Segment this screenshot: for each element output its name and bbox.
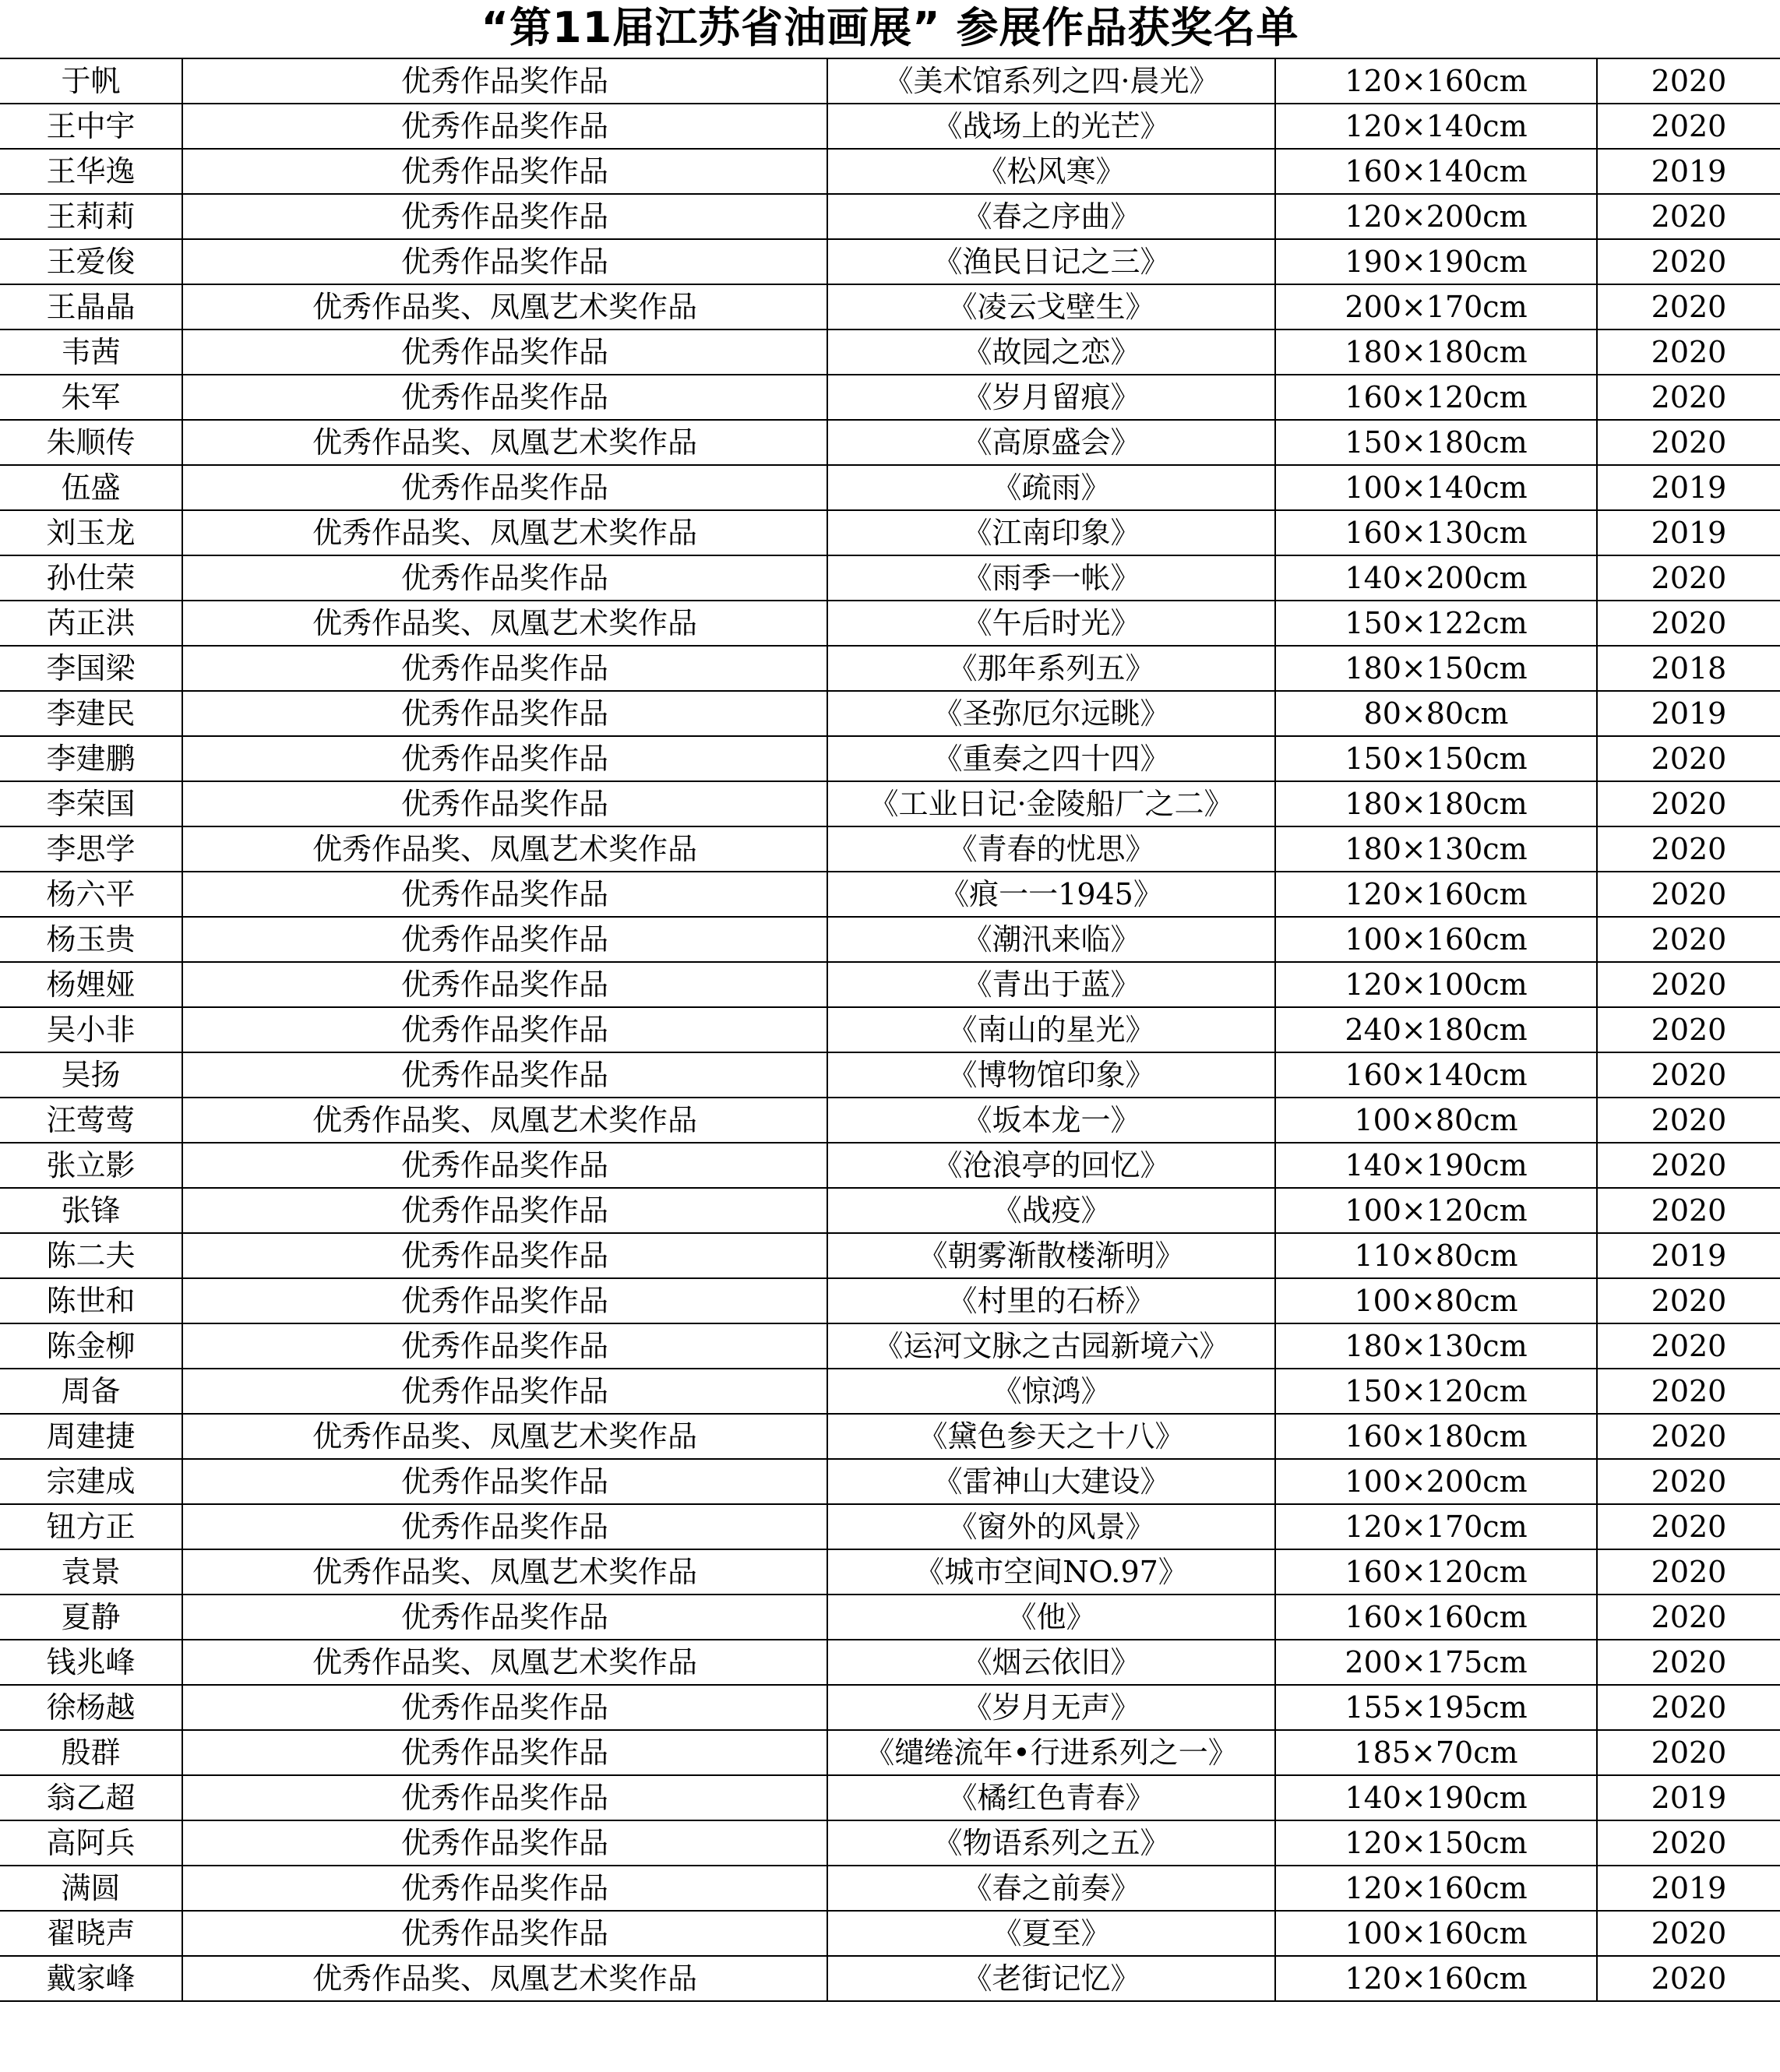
artwork-size-cell: 100×140cm xyxy=(1275,465,1597,510)
award-cell: 优秀作品奖作品 xyxy=(182,329,827,375)
award-cell: 优秀作品奖作品 xyxy=(182,1369,827,1414)
year-cell: 2018 xyxy=(1597,646,1780,691)
artwork-size-cell: 80×80cm xyxy=(1275,691,1597,736)
table-row xyxy=(0,510,1780,555)
artwork-size-cell: 150×122cm xyxy=(1275,601,1597,646)
artwork-title-cell: 《痕一一1945》 xyxy=(827,872,1275,917)
artwork-title-cell: 《坂本龙一》 xyxy=(827,1098,1275,1143)
artwork-size-cell: 110×80cm xyxy=(1275,1233,1597,1278)
artwork-size-cell: 160×120cm xyxy=(1275,1549,1597,1595)
artist-name-cell: 李建民 xyxy=(0,691,182,736)
award-table xyxy=(0,58,1780,2002)
artwork-size-cell: 120×160cm xyxy=(1275,872,1597,917)
year-cell: 2020 xyxy=(1597,1369,1780,1414)
artwork-size-cell: 120×140cm xyxy=(1275,104,1597,149)
award-cell: 优秀作品奖作品 xyxy=(182,1504,827,1549)
artist-name-cell: 翟晓声 xyxy=(0,1911,182,1956)
artist-name-cell: 高阿兵 xyxy=(0,1820,182,1866)
artwork-size-cell: 180×150cm xyxy=(1275,646,1597,691)
artwork-size-cell: 100×80cm xyxy=(1275,1278,1597,1323)
year-cell: 2020 xyxy=(1597,1595,1780,1640)
artwork-size-cell: 120×100cm xyxy=(1275,962,1597,1007)
table-row xyxy=(0,555,1780,601)
year-cell: 2020 xyxy=(1597,962,1780,1007)
artwork-size-cell: 150×180cm xyxy=(1275,420,1597,465)
artwork-title-cell: 《物语系列之五》 xyxy=(827,1820,1275,1866)
artist-name-cell: 王华逸 xyxy=(0,149,182,194)
award-cell: 优秀作品奖作品 xyxy=(182,1233,827,1278)
table-row xyxy=(0,1956,1780,2001)
artist-name-cell: 孙仕荣 xyxy=(0,555,182,601)
artist-name-cell: 杨娌娅 xyxy=(0,962,182,1007)
year-cell: 2020 xyxy=(1597,1098,1780,1143)
artwork-size-cell: 160×130cm xyxy=(1275,510,1597,555)
award-cell: 优秀作品奖作品 xyxy=(182,1052,827,1098)
artwork-title-cell: 《疏雨》 xyxy=(827,465,1275,510)
artist-name-cell: 李建鹏 xyxy=(0,736,182,781)
award-cell: 优秀作品奖作品 xyxy=(182,1911,827,1956)
artwork-title-cell: 《朝雾渐散楼渐明》 xyxy=(827,1233,1275,1278)
artwork-title-cell: 《那年系列五》 xyxy=(827,646,1275,691)
artwork-title-cell: 《战疫》 xyxy=(827,1188,1275,1233)
year-cell: 2020 xyxy=(1597,329,1780,375)
table-row xyxy=(0,691,1780,736)
award-cell: 优秀作品奖、凤凰艺术奖作品 xyxy=(182,1956,827,2001)
artwork-title-cell: 《烟云依旧》 xyxy=(827,1640,1275,1685)
award-cell: 优秀作品奖、凤凰艺术奖作品 xyxy=(182,601,827,646)
artwork-title-cell: 《青春的忧思》 xyxy=(827,826,1275,872)
table-row xyxy=(0,646,1780,691)
artwork-title-cell: 《故园之恋》 xyxy=(827,329,1275,375)
artwork-size-cell: 160×140cm xyxy=(1275,1052,1597,1098)
artwork-size-cell: 180×180cm xyxy=(1275,329,1597,375)
artist-name-cell: 满圆 xyxy=(0,1866,182,1911)
artwork-title-cell: 《窗外的风景》 xyxy=(827,1504,1275,1549)
artwork-title-cell: 《圣弥厄尔远眺》 xyxy=(827,691,1275,736)
artist-name-cell: 韦茜 xyxy=(0,329,182,375)
table-row xyxy=(0,284,1780,329)
artwork-title-cell: 《午后时光》 xyxy=(827,601,1275,646)
year-cell: 2020 xyxy=(1597,1323,1780,1369)
artist-name-cell: 于帆 xyxy=(0,58,182,104)
artist-name-cell: 李国梁 xyxy=(0,646,182,691)
award-cell: 优秀作品奖作品 xyxy=(182,239,827,284)
year-cell: 2020 xyxy=(1597,872,1780,917)
artwork-title-cell: 《战场上的光芒》 xyxy=(827,104,1275,149)
table-row xyxy=(0,1549,1780,1595)
year-cell: 2020 xyxy=(1597,1956,1780,2001)
table-row xyxy=(0,1323,1780,1369)
year-cell: 2020 xyxy=(1597,736,1780,781)
award-cell: 优秀作品奖作品 xyxy=(182,736,827,781)
year-cell: 2020 xyxy=(1597,1278,1780,1323)
artist-name-cell: 夏静 xyxy=(0,1595,182,1640)
artwork-size-cell: 120×200cm xyxy=(1275,194,1597,239)
table-row xyxy=(0,420,1780,465)
table-row xyxy=(0,1911,1780,1956)
table-row xyxy=(0,1007,1780,1052)
table-row xyxy=(0,1052,1780,1098)
table-row xyxy=(0,239,1780,284)
artist-name-cell: 王莉莉 xyxy=(0,194,182,239)
artwork-title-cell: 《沧浪亭的回忆》 xyxy=(827,1143,1275,1188)
artist-name-cell: 陈世和 xyxy=(0,1278,182,1323)
artwork-title-cell: 《老街记忆》 xyxy=(827,1956,1275,2001)
award-cell: 优秀作品奖作品 xyxy=(182,58,827,104)
artist-name-cell: 周备 xyxy=(0,1369,182,1414)
table-row xyxy=(0,736,1780,781)
artist-name-cell: 殷群 xyxy=(0,1730,182,1775)
year-cell: 2020 xyxy=(1597,781,1780,826)
award-cell: 优秀作品奖作品 xyxy=(182,555,827,601)
table-row xyxy=(0,1820,1780,1866)
artwork-size-cell: 150×150cm xyxy=(1275,736,1597,781)
artwork-size-cell: 120×160cm xyxy=(1275,58,1597,104)
award-cell: 优秀作品奖作品 xyxy=(182,781,827,826)
artwork-size-cell: 160×140cm xyxy=(1275,149,1597,194)
table-row xyxy=(0,375,1780,420)
artwork-size-cell: 120×170cm xyxy=(1275,1504,1597,1549)
artist-name-cell: 朱军 xyxy=(0,375,182,420)
artwork-title-cell: 《渔民日记之三》 xyxy=(827,239,1275,284)
artwork-size-cell: 100×160cm xyxy=(1275,1911,1597,1956)
artist-name-cell: 张锋 xyxy=(0,1188,182,1233)
table-row xyxy=(0,1504,1780,1549)
award-cell: 优秀作品奖、凤凰艺术奖作品 xyxy=(182,1414,827,1459)
artist-name-cell: 王中宇 xyxy=(0,104,182,149)
award-cell: 优秀作品奖作品 xyxy=(182,375,827,420)
table-row xyxy=(0,104,1780,149)
table-row xyxy=(0,194,1780,239)
artwork-size-cell: 200×170cm xyxy=(1275,284,1597,329)
artwork-size-cell: 180×130cm xyxy=(1275,1323,1597,1369)
table-row xyxy=(0,1775,1780,1820)
table-row xyxy=(0,1414,1780,1459)
artwork-size-cell: 120×160cm xyxy=(1275,1956,1597,2001)
artwork-size-cell: 155×195cm xyxy=(1275,1685,1597,1730)
year-cell: 2020 xyxy=(1597,1143,1780,1188)
table-row xyxy=(0,1188,1780,1233)
award-cell: 优秀作品奖、凤凰艺术奖作品 xyxy=(182,420,827,465)
year-cell: 2020 xyxy=(1597,555,1780,601)
year-cell: 2020 xyxy=(1597,917,1780,962)
year-cell: 2019 xyxy=(1597,149,1780,194)
year-cell: 2020 xyxy=(1597,420,1780,465)
artist-name-cell: 钱兆峰 xyxy=(0,1640,182,1685)
page-title: “第11届江苏省油画展” 参展作品获奖名单 xyxy=(481,3,1299,52)
artist-name-cell: 伍盛 xyxy=(0,465,182,510)
year-cell: 2020 xyxy=(1597,239,1780,284)
table-row xyxy=(0,1459,1780,1504)
year-cell: 2020 xyxy=(1597,1911,1780,1956)
table-row xyxy=(0,826,1780,872)
artist-name-cell: 李思学 xyxy=(0,826,182,872)
artist-name-cell: 钮方正 xyxy=(0,1504,182,1549)
artwork-title-cell: 《高原盛会》 xyxy=(827,420,1275,465)
artist-name-cell: 张立影 xyxy=(0,1143,182,1188)
artist-name-cell: 芮正洪 xyxy=(0,601,182,646)
award-cell: 优秀作品奖作品 xyxy=(182,1007,827,1052)
year-cell: 2019 xyxy=(1597,1866,1780,1911)
table-row xyxy=(0,917,1780,962)
table-row xyxy=(0,1143,1780,1188)
award-cell: 优秀作品奖、凤凰艺术奖作品 xyxy=(182,510,827,555)
award-cell: 优秀作品奖作品 xyxy=(182,1323,827,1369)
artist-name-cell: 刘玉龙 xyxy=(0,510,182,555)
year-cell: 2020 xyxy=(1597,1052,1780,1098)
artist-name-cell: 王晶晶 xyxy=(0,284,182,329)
artwork-size-cell: 100×200cm xyxy=(1275,1459,1597,1504)
year-cell: 2019 xyxy=(1597,691,1780,736)
award-cell: 优秀作品奖作品 xyxy=(182,1820,827,1866)
artwork-size-cell: 120×160cm xyxy=(1275,1866,1597,1911)
table-row xyxy=(0,1098,1780,1143)
award-cell: 优秀作品奖作品 xyxy=(182,1595,827,1640)
artist-name-cell: 宗建成 xyxy=(0,1459,182,1504)
award-cell: 优秀作品奖作品 xyxy=(182,194,827,239)
year-cell: 2020 xyxy=(1597,1459,1780,1504)
year-cell: 2020 xyxy=(1597,1549,1780,1595)
year-cell: 2020 xyxy=(1597,375,1780,420)
artwork-size-cell: 120×150cm xyxy=(1275,1820,1597,1866)
award-cell: 优秀作品奖作品 xyxy=(182,646,827,691)
artwork-size-cell: 190×190cm xyxy=(1275,239,1597,284)
award-cell: 优秀作品奖作品 xyxy=(182,962,827,1007)
artist-name-cell: 周建捷 xyxy=(0,1414,182,1459)
table-row xyxy=(0,58,1780,104)
artwork-title-cell: 《村里的石桥》 xyxy=(827,1278,1275,1323)
year-cell: 2020 xyxy=(1597,1414,1780,1459)
artwork-title-cell: 《美术馆系列之四·晨光》 xyxy=(827,58,1275,104)
year-cell: 2020 xyxy=(1597,1640,1780,1685)
artist-name-cell: 李荣国 xyxy=(0,781,182,826)
award-cell: 优秀作品奖作品 xyxy=(182,1459,827,1504)
award-cell: 优秀作品奖作品 xyxy=(182,1685,827,1730)
award-cell: 优秀作品奖作品 xyxy=(182,1278,827,1323)
artwork-size-cell: 100×160cm xyxy=(1275,917,1597,962)
award-cell: 优秀作品奖作品 xyxy=(182,917,827,962)
artwork-title-cell: 《运河文脉之古园新境六》 xyxy=(827,1323,1275,1369)
table-row xyxy=(0,329,1780,375)
artwork-size-cell: 100×80cm xyxy=(1275,1098,1597,1143)
award-cell: 优秀作品奖、凤凰艺术奖作品 xyxy=(182,1640,827,1685)
award-cell: 优秀作品奖、凤凰艺术奖作品 xyxy=(182,1549,827,1595)
year-cell: 2020 xyxy=(1597,1685,1780,1730)
year-cell: 2020 xyxy=(1597,284,1780,329)
year-cell: 2019 xyxy=(1597,510,1780,555)
artwork-size-cell: 140×200cm xyxy=(1275,555,1597,601)
award-cell: 优秀作品奖作品 xyxy=(182,691,827,736)
table-row xyxy=(0,1730,1780,1775)
artwork-title-cell: 《春之序曲》 xyxy=(827,194,1275,239)
award-table-body xyxy=(0,58,1780,2001)
artwork-title-cell: 《江南印象》 xyxy=(827,510,1275,555)
award-cell: 优秀作品奖作品 xyxy=(182,1143,827,1188)
artist-name-cell: 吴扬 xyxy=(0,1052,182,1098)
award-cell: 优秀作品奖、凤凰艺术奖作品 xyxy=(182,1098,827,1143)
artwork-size-cell: 160×160cm xyxy=(1275,1595,1597,1640)
artwork-size-cell: 180×180cm xyxy=(1275,781,1597,826)
year-cell: 2020 xyxy=(1597,1504,1780,1549)
artwork-size-cell: 100×120cm xyxy=(1275,1188,1597,1233)
award-cell: 优秀作品奖作品 xyxy=(182,1775,827,1820)
artwork-title-cell: 《春之前奏》 xyxy=(827,1866,1275,1911)
artwork-title-cell: 《他》 xyxy=(827,1595,1275,1640)
artwork-title-cell: 《重奏之四十四》 xyxy=(827,736,1275,781)
artwork-title-cell: 《岁月留痕》 xyxy=(827,375,1275,420)
award-cell: 优秀作品奖作品 xyxy=(182,149,827,194)
year-cell: 2019 xyxy=(1597,1775,1780,1820)
award-cell: 优秀作品奖作品 xyxy=(182,1730,827,1775)
award-cell: 优秀作品奖、凤凰艺术奖作品 xyxy=(182,826,827,872)
year-cell: 2020 xyxy=(1597,1007,1780,1052)
artist-name-cell: 王爱俊 xyxy=(0,239,182,284)
table-row xyxy=(0,1595,1780,1640)
year-cell: 2020 xyxy=(1597,1188,1780,1233)
artist-name-cell: 吴小非 xyxy=(0,1007,182,1052)
artist-name-cell: 翁乙超 xyxy=(0,1775,182,1820)
year-cell: 2020 xyxy=(1597,194,1780,239)
year-cell: 2020 xyxy=(1597,104,1780,149)
artwork-title-cell: 《青出于蓝》 xyxy=(827,962,1275,1007)
table-row xyxy=(0,872,1780,917)
year-cell: 2020 xyxy=(1597,601,1780,646)
award-cell: 优秀作品奖作品 xyxy=(182,1866,827,1911)
artwork-title-cell: 《黛色参天之十八》 xyxy=(827,1414,1275,1459)
year-cell: 2020 xyxy=(1597,1820,1780,1866)
award-cell: 优秀作品奖作品 xyxy=(182,465,827,510)
table-row xyxy=(0,1866,1780,1911)
year-cell: 2020 xyxy=(1597,58,1780,104)
artwork-title-cell: 《雷神山大建设》 xyxy=(827,1459,1275,1504)
table-row xyxy=(0,1233,1780,1278)
artwork-size-cell: 160×180cm xyxy=(1275,1414,1597,1459)
award-cell: 优秀作品奖作品 xyxy=(182,872,827,917)
artwork-title-cell: 《博物馆印象》 xyxy=(827,1052,1275,1098)
artwork-title-cell: 《夏至》 xyxy=(827,1911,1275,1956)
table-row xyxy=(0,601,1780,646)
artist-name-cell: 汪莺莺 xyxy=(0,1098,182,1143)
table-row xyxy=(0,962,1780,1007)
artwork-title-cell: 《凌云戈壁生》 xyxy=(827,284,1275,329)
artwork-title-cell: 《岁月无声》 xyxy=(827,1685,1275,1730)
artwork-title-cell: 《松风寒》 xyxy=(827,149,1275,194)
table-row xyxy=(0,1278,1780,1323)
artwork-title-cell: 《南山的星光》 xyxy=(827,1007,1275,1052)
award-cell: 优秀作品奖作品 xyxy=(182,1188,827,1233)
artwork-size-cell: 160×120cm xyxy=(1275,375,1597,420)
year-cell: 2019 xyxy=(1597,465,1780,510)
artist-name-cell: 杨六平 xyxy=(0,872,182,917)
artwork-size-cell: 240×180cm xyxy=(1275,1007,1597,1052)
artwork-title-cell: 《工业日记·金陵船厂之二》 xyxy=(827,781,1275,826)
artwork-size-cell: 180×130cm xyxy=(1275,826,1597,872)
artwork-title-cell: 《缱绻流年•行进系列之一》 xyxy=(827,1730,1275,1775)
artwork-title-cell: 《惊鸿》 xyxy=(827,1369,1275,1414)
artwork-title-cell: 《雨季一帐》 xyxy=(827,555,1275,601)
artist-name-cell: 徐杨越 xyxy=(0,1685,182,1730)
artwork-title-cell: 《橘红色青春》 xyxy=(827,1775,1275,1820)
artwork-size-cell: 185×70cm xyxy=(1275,1730,1597,1775)
artwork-size-cell: 150×120cm xyxy=(1275,1369,1597,1414)
year-cell: 2020 xyxy=(1597,1730,1780,1775)
artwork-size-cell: 200×175cm xyxy=(1275,1640,1597,1685)
artist-name-cell: 陈二夫 xyxy=(0,1233,182,1278)
artist-name-cell: 陈金柳 xyxy=(0,1323,182,1369)
artwork-title-cell: 《潮汛来临》 xyxy=(827,917,1275,962)
artwork-title-cell: 《城市空间NO.97》 xyxy=(827,1549,1275,1595)
table-row xyxy=(0,1640,1780,1685)
year-cell: 2020 xyxy=(1597,826,1780,872)
artwork-size-cell: 140×190cm xyxy=(1275,1143,1597,1188)
table-row xyxy=(0,1685,1780,1730)
artwork-size-cell: 140×190cm xyxy=(1275,1775,1597,1820)
artist-name-cell: 袁景 xyxy=(0,1549,182,1595)
table-row xyxy=(0,781,1780,826)
artist-name-cell: 戴家峰 xyxy=(0,1956,182,2001)
table-row xyxy=(0,149,1780,194)
award-cell: 优秀作品奖、凤凰艺术奖作品 xyxy=(182,284,827,329)
artist-name-cell: 朱顺传 xyxy=(0,420,182,465)
award-cell: 优秀作品奖作品 xyxy=(182,104,827,149)
table-row xyxy=(0,465,1780,510)
table-row xyxy=(0,1369,1780,1414)
artist-name-cell: 杨玉贵 xyxy=(0,917,182,962)
year-cell: 2019 xyxy=(1597,1233,1780,1278)
